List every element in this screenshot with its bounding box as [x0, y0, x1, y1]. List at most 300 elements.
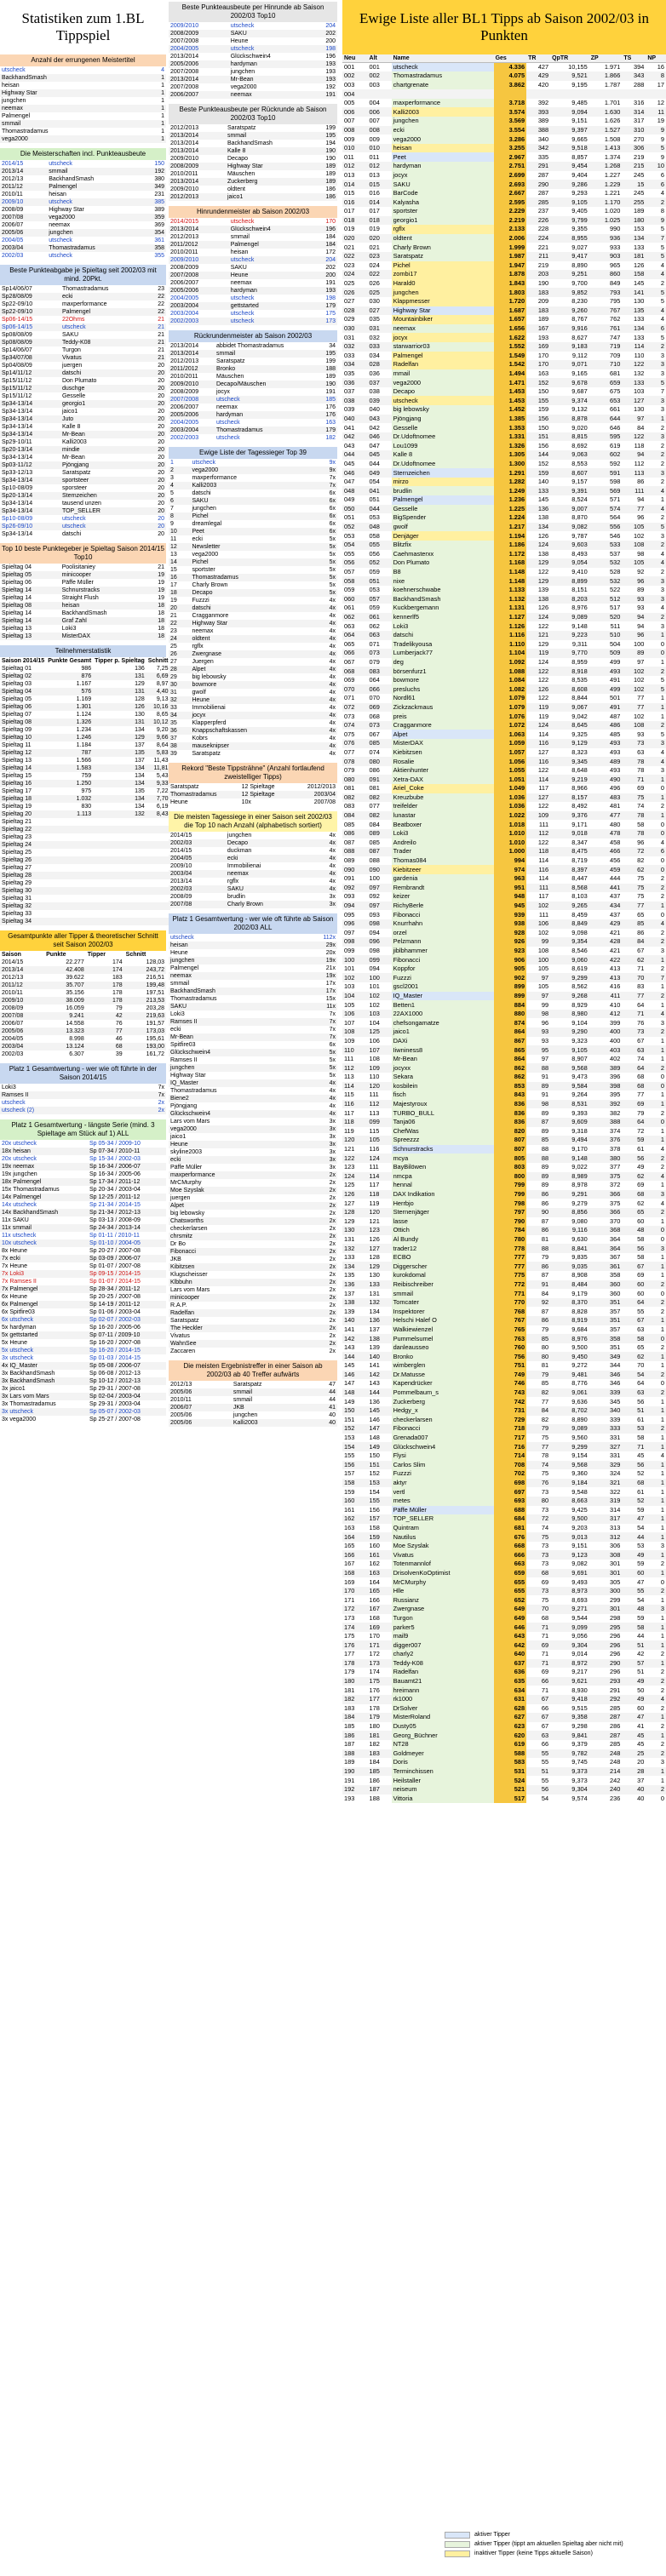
rueckrunde-row-cell: 189 [313, 178, 337, 186]
teilnehmer-row [0, 864, 170, 872]
ewige-liste-cell: 60 [637, 1216, 645, 1225]
ewige-liste-cell: 598 [610, 478, 621, 486]
ewige-liste-cell: 45 [637, 1740, 645, 1749]
ewige-liste-cell: 420 [537, 80, 549, 89]
teilnehmer-row-cell [146, 833, 170, 841]
platz1-row-cell: 4x [329, 1088, 336, 1094]
platz1-row [169, 1087, 337, 1095]
ewige-liste-cell: 141 [344, 1325, 355, 1333]
teilnehmer-row [0, 772, 170, 780]
teilnehmer-row-cell: 1.301 [46, 703, 93, 711]
ewige-liste-cell: 043 [368, 415, 392, 424]
meiste-row-cell: 2004/05 [169, 855, 226, 862]
ewige-liste-cell: 097 [344, 928, 355, 936]
ewige-liste-cell: 024 [342, 270, 368, 279]
ewige-liste-cell: 8,546 [571, 946, 588, 954]
ewige-liste-cell: 1.374 [604, 152, 621, 161]
platz1-row-cell: 2x [329, 1211, 336, 1216]
teilnehmer-row-cell: 9,13 [156, 696, 169, 702]
meisterschaft-row [0, 252, 166, 260]
ewige-liste-cell: 9,584 [550, 1082, 589, 1091]
ewige-liste-cell: 008 [368, 126, 392, 135]
ewige-liste-cell: 2 [646, 1208, 666, 1217]
ewige-liste-cell: 68 [622, 1190, 646, 1199]
teilnehmer-row-cell: 1.583 [46, 764, 93, 772]
ergebnis-row [169, 1404, 337, 1411]
teilnehmer-row-cell: 1.566 [76, 758, 92, 764]
meiste-row-cell: 2007/08 [169, 901, 226, 908]
top10-row-cell: 21 [158, 564, 164, 570]
tagessieger-row-cell: 34 [169, 712, 190, 719]
serie-row [0, 1377, 166, 1385]
tagessieger-row-cell: sportster [192, 567, 215, 573]
ewige-liste-cell: neiseum [392, 1785, 494, 1795]
meister-row [0, 74, 166, 82]
ewige-liste-cell: 19 [657, 117, 664, 125]
ewige-liste-cell: 1.020 [604, 207, 621, 215]
ewige-liste-cell: 143 [369, 1379, 380, 1388]
ewige-liste-cell: 098 [342, 937, 368, 947]
ewige-liste-cell: 86 [526, 1190, 550, 1199]
ewige-liste-cell: 1 [660, 495, 664, 504]
ewige-liste-cell: 3 [660, 531, 664, 540]
ewige-liste-cell: 1.072 [494, 721, 527, 730]
ewige-liste-cell: 646 [494, 1623, 527, 1632]
ewige-liste-cell: 255 [622, 197, 646, 207]
ewige-liste-cell: 342 [526, 144, 550, 153]
ewige-liste-cell: 71 [622, 775, 646, 784]
tagessieger-row-cell: 25 [170, 644, 177, 650]
teilnehmer-row-cell: 787 [46, 749, 93, 757]
beste-row-cell: Sp34-13/14 [0, 400, 60, 408]
teilnehmer-row-cell [93, 833, 146, 841]
gesamt-row [0, 989, 166, 997]
ewige-liste-cell: 933 [610, 243, 621, 251]
ewige-liste-cell: 1 [660, 657, 664, 666]
ewige-liste-cell: 8,397 [550, 865, 589, 874]
platz1-row [169, 1156, 337, 1164]
teilnehmer-row-cell [46, 818, 93, 826]
platz1-row-cell: 2x [329, 1287, 336, 1293]
teilnehmer-row-cell [146, 902, 170, 910]
platz1-row-cell: Zaccaren [170, 1348, 196, 1354]
ewige-liste-cell: 286 [610, 1722, 621, 1731]
rueckrunde-row [169, 163, 337, 170]
platz1-row-cell: utscheck [170, 935, 194, 941]
platz1-row-cell: Ramses II [170, 1057, 198, 1063]
serie-row [0, 1316, 166, 1324]
ewige-liste-cell: 102 [342, 973, 368, 982]
tagessieger-row-cell: Fuzzzi [192, 598, 210, 604]
beste-row-cell: Kalli2003 [61, 439, 87, 445]
ewige-liste-cell: 009 [344, 135, 355, 143]
beste-row-cell: 20 [148, 431, 166, 438]
ewige-liste-cell: 522 [610, 586, 621, 594]
ewige-liste-cell: 316 [634, 99, 645, 107]
gesamt-row [0, 1020, 166, 1028]
hinmeister-row-cell: utscheck [230, 295, 255, 301]
gesamt-row-cell: 6.307 [69, 1051, 84, 1057]
ewige-liste-row [342, 279, 666, 289]
ewige-liste-cell: Dr.Matusse [392, 1371, 494, 1380]
ewige-liste-cell: 1 [660, 1469, 664, 1478]
platz1-row-cell: Biene2 [169, 1095, 296, 1102]
ewige-liste-cell: 190 [537, 279, 549, 288]
ewige-liste-cell: 533 [589, 541, 623, 550]
ewige-liste-cell: 085 [344, 820, 355, 828]
ewige-liste-cell: 074 [369, 747, 380, 756]
ewige-liste-cell: 4.336 [494, 63, 527, 72]
meiste-row-cell: neemax [226, 870, 315, 878]
ewige-liste-cell: 0 [660, 1379, 664, 1388]
platz1-row [169, 1056, 337, 1064]
ewige-liste-cell: 3.862 [494, 81, 527, 90]
ewige-liste-row [342, 1542, 666, 1551]
rekord-row-cell: 12 Spieltage [241, 784, 275, 790]
ewige-liste-cell: 25 [622, 1749, 646, 1759]
hinmeister-row [169, 264, 337, 272]
meiste-row-cell: duckman [227, 848, 252, 854]
hinrunde-row [169, 91, 337, 99]
ewige-liste-cell: 643 [494, 1632, 527, 1641]
tagessieger-row-cell: 4x [316, 635, 337, 643]
ewige-liste-cell: 1.549 [494, 352, 527, 361]
ewige-liste-cell: 119 [369, 1199, 380, 1207]
ewige-liste-cell: 403 [589, 1045, 623, 1055]
ewige-liste-cell: 8,230 [571, 297, 588, 306]
ewige-liste-cell: 4 [646, 270, 666, 279]
tagessieger-row-cell: 4x [316, 681, 337, 689]
top10-row-cell: Spieltag 04 [2, 564, 32, 570]
ewige-liste-cell: 142 [342, 1334, 368, 1343]
ewige-liste-cell: 119 [538, 712, 549, 720]
gesamt-row-cell: 213,53 [124, 997, 166, 1005]
ewige-liste-cell: 106 [526, 919, 550, 929]
beste-row-cell: sporsteer [61, 485, 88, 491]
ewige-liste-cell: 044 [369, 459, 380, 467]
ewige-liste-cell: 490 [589, 775, 623, 784]
ewige-liste-cell: 051 [368, 576, 392, 586]
beste-row-cell: Sp20-13/14 [0, 446, 60, 454]
ewige-liste-cell: 67 [637, 1036, 645, 1045]
platz1-row [169, 1125, 337, 1133]
teilnehmer-row-cell: Spieltag 23 [2, 834, 32, 840]
ewige-liste-cell: 9 [660, 152, 664, 161]
ewige-liste-cell: 9 [646, 126, 666, 135]
ewige-liste-cell: BarCode [392, 189, 494, 198]
ewige-liste-row [342, 288, 666, 297]
ewige-liste-cell: 1 [646, 1406, 666, 1416]
ewige-liste-cell: 1.657 [494, 315, 527, 324]
rueckrunde-row-cell: Kalle 8 [226, 147, 313, 155]
platz1-row [169, 1279, 337, 1286]
ewige-liste-cell: 4 [646, 1172, 666, 1182]
ewige-liste-cell: 55 [541, 1776, 549, 1784]
beste-row-cell: 20 [148, 415, 166, 423]
ewige-liste-cell: 75 [526, 1532, 550, 1542]
beste-row [0, 408, 166, 415]
ewige-liste-cell: 026 [369, 279, 380, 288]
ewige-liste-row [342, 63, 666, 72]
ewige-liste-cell: MisterDAX [392, 739, 494, 748]
ewige-liste-row [342, 712, 666, 721]
serie-row [0, 1354, 166, 1362]
ewige-liste-cell: BayBilöwen [392, 1163, 494, 1172]
teilnehmer-row-cell: 131 [93, 688, 146, 696]
top10-row-cell: Straight Flush [61, 595, 99, 601]
teilnehmer-row-cell: 1.113 [46, 810, 93, 818]
ewige-liste-cell: 1.132 [494, 595, 527, 604]
hinmeister-row-cell: 2007/2008 [169, 272, 229, 279]
ewige-liste-cell: 123 [344, 1163, 355, 1171]
ewige-liste-cell: 0 [660, 1794, 664, 1802]
ewige-liste-cell: 127 [344, 1199, 355, 1207]
ewige-liste-cell: 5 [660, 333, 664, 341]
ewige-liste-cell: 80 [526, 1497, 550, 1506]
meister-row-cell: 1 [161, 98, 164, 104]
platz1-row [169, 1233, 337, 1240]
ewige-liste-cell: 039 [368, 396, 392, 405]
ewige-liste-cell: charly2 [392, 1650, 494, 1659]
ewige-liste-cell: 130 [634, 405, 645, 414]
beste-row-cell: Sp34-13/14 [2, 531, 33, 537]
tagessieger-row-cell: SAKU [190, 497, 316, 505]
tagessieger-row-cell: 4x [316, 666, 337, 673]
ewige-liste-cell: 102 [368, 992, 392, 1001]
beste-row [0, 354, 166, 362]
ewige-liste-cell: 97 [637, 657, 645, 666]
ewige-liste-cell: 8,828 [571, 1307, 588, 1315]
ewige-liste-cell: 82 [526, 1388, 550, 1398]
ewige-liste-cell: 1 [646, 1442, 666, 1451]
serie-row [0, 1155, 166, 1163]
ewige-liste-cell: 9,379 [571, 1740, 588, 1749]
ewige-liste-cell: 511 [610, 621, 621, 630]
teilnehmer-row [0, 856, 170, 864]
hinmeister-row-cell: 196 [312, 226, 337, 233]
gesamt-row-cell: 219,63 [124, 1012, 166, 1020]
serie-row-cell: Sp 24-34 / 2013-14 [88, 1224, 166, 1232]
ewige-liste-cell: 1 [646, 1532, 666, 1542]
ewige-liste-cell: 0 [660, 910, 664, 919]
rueckrunde-title: Beste Punkteausbeute per Rückrunde ab Saison 2002/03 Top10 [169, 104, 337, 124]
top10-row-cell: 18 [158, 610, 164, 616]
legend-item [342, 2549, 666, 2558]
top10-row-cell: Poolisitaniey [61, 564, 95, 570]
serie-row-cell: Sp 20-25 / 2007-08 [89, 1294, 141, 1300]
ewige-liste-cell [646, 89, 666, 99]
ewige-liste-row [342, 1298, 666, 1308]
ewige-liste-cell: Saratspatz [392, 252, 494, 261]
ewige-liste-cell: 493 [610, 747, 621, 756]
ewige-liste-row [342, 432, 666, 442]
ewige-liste-cell: 398 [589, 1082, 623, 1091]
beste-row-cell: Palmengel [60, 308, 148, 316]
ewige-liste-cell: 166 [369, 1595, 380, 1604]
top10-row-cell: 19 [158, 580, 164, 586]
ewige-liste-cell: Zickzackmaus [392, 703, 494, 713]
teilnehmer-row-cell [146, 887, 170, 895]
platz-row [0, 1091, 166, 1099]
ewige-liste-cell: 54 [637, 1595, 645, 1604]
ewige-liste-row [342, 811, 666, 821]
tagessieger-row-cell: Saratspatz [192, 751, 221, 757]
ewige-liste-cell: 663 [494, 1560, 527, 1569]
ewige-liste-cell: 098 [368, 919, 392, 929]
gesamt-row [0, 1050, 166, 1058]
ewige-liste-cell: 489 [589, 757, 623, 766]
ewige-liste-cell: 176 [342, 1640, 368, 1650]
tagessieger-row [169, 604, 337, 612]
platz1-row-cell: Ramses II [169, 1018, 296, 1026]
ewige-liste-cell: 095 [344, 910, 355, 919]
ewige-liste-cell: 117 [344, 1108, 354, 1117]
ewige-liste-cell: 340 [537, 135, 549, 143]
ewige-liste-cell: 9,665 [571, 135, 588, 143]
tagessieger-row-cell: Cragganmore [192, 613, 229, 619]
ewige-liste-cell: 85 [526, 1136, 550, 1145]
ewige-liste-cell: 5 [646, 288, 666, 297]
platz1-row-cell: Päffe Müller [170, 1165, 203, 1171]
tagessieger-row-cell: vega2000 [190, 467, 316, 474]
ewige-liste-cell: 9,219 [550, 775, 589, 784]
serie-row [0, 1278, 166, 1285]
meister-title: Anzahl der errungenen Meistertitel [0, 54, 166, 66]
ewige-liste-row [342, 568, 666, 577]
serie-row-cell: Sp 07-34 / 2010-11 [88, 1148, 166, 1155]
meisterschaft-row-cell: 2010/11 [2, 192, 23, 197]
ewige-liste-cell: Hedgy_x [392, 1406, 494, 1416]
hin-meister-table [169, 218, 337, 325]
ewige-liste-cell: 8,492 [571, 802, 588, 810]
ewige-liste-cell: 093 [344, 892, 355, 901]
ewige-liste-cell: 716 [494, 1442, 527, 1451]
ewige-liste-cell: 136 [369, 1397, 380, 1405]
ewige-liste-row [342, 1379, 666, 1388]
serie-row-cell: 11x SAKU [2, 1217, 29, 1223]
teilnehmer-row-cell: 975 [81, 788, 92, 794]
ewige-liste-cell: 035 [344, 369, 355, 377]
column-header: Ges [494, 54, 527, 63]
platz1-row [169, 942, 337, 949]
tagessieger-row-cell: 4x [329, 751, 336, 757]
ewige-liste-cell: 331 [610, 1451, 621, 1460]
ewige-liste-row [342, 378, 666, 387]
teilnehmer-row [0, 764, 170, 772]
ewige-liste-cell: 335 [537, 152, 549, 161]
top10-row-cell: Loki3 [61, 626, 77, 632]
ewige-liste-cell: 2 [646, 937, 666, 947]
top10-row-cell: BackhandSmash [61, 610, 107, 616]
ewige-liste-cell: 9,251 [550, 270, 589, 279]
hinmeister-row-cell: 2014/2015 [170, 219, 199, 225]
beste-row [0, 515, 166, 523]
gesamt-row-cell: 35.707 [44, 982, 86, 989]
ewige-liste-cell: 163 [537, 369, 549, 377]
ewige-liste-row [342, 1560, 666, 1569]
serie-row-cell: 6x utscheck [0, 1316, 88, 1324]
ewige-liste-cell: 546 [610, 531, 621, 540]
ewige-liste-cell: 068 [342, 667, 368, 676]
tagessieger-row-cell: 18 [169, 589, 190, 597]
beste-row-cell: Sp34-13/14 [0, 415, 60, 423]
ewige-liste-cell: Trader [392, 847, 494, 856]
ewige-liste-cell: 79 [541, 1253, 549, 1262]
ewige-liste-cell: 306 [610, 1542, 621, 1550]
ewige-liste-cell: 033 [368, 342, 392, 352]
platz1-row [169, 1248, 337, 1256]
ewige-liste-cell: 155 [526, 396, 550, 405]
ewige-liste-cell: 96 [622, 631, 646, 640]
ewige-liste-row [342, 1262, 666, 1271]
meisterschaft-row-cell: jungchen [47, 229, 141, 237]
meisterschaft-row-cell: 2003/04 [0, 244, 47, 252]
ewige-liste-cell: 2 [646, 1298, 666, 1308]
teilnehmer-row-cell: Spieltag 27 [2, 865, 32, 871]
top10-table [0, 564, 166, 640]
platz1-row [169, 1302, 337, 1309]
ewige-liste-cell: Mountainbiker [392, 315, 494, 324]
ewige-liste-cell: Tanja06 [392, 1118, 494, 1127]
meiste-row-cell: 4x [329, 863, 336, 869]
ewige-liste-cell: 3 [660, 946, 664, 954]
ewige-liste-cell: 380 [589, 1153, 623, 1163]
ewige-liste-cell: 128 [369, 1253, 380, 1262]
ewige-liste-cell: 105 [344, 1000, 355, 1009]
ewige-liste-cell: Vittoria [392, 1795, 494, 1804]
ewige-liste-cell: 1.225 [494, 505, 527, 514]
ewige-liste-cell: 938 [494, 919, 527, 929]
ewige-liste-cell: 136 [526, 505, 550, 514]
ewige-liste-row [342, 1695, 666, 1704]
ewige-liste-cell: 2 [646, 1280, 666, 1290]
hinrunde-row-cell: 2007/2008 [170, 69, 199, 75]
ewige-liste-cell: 183 [526, 306, 550, 316]
ewige-liste-cell: 746 [494, 1379, 527, 1388]
ewige-liste-cell: Lou1099 [392, 441, 494, 450]
meisterschaft-row-cell: 2013/14 [0, 168, 47, 175]
platz1-row [169, 1263, 337, 1271]
hinmeister-row-cell: heisan [230, 249, 249, 255]
ewige-liste-cell: 905 [494, 965, 527, 974]
ewige-liste-cell: 287 [537, 170, 549, 179]
hinrunde-row-cell: Glückschwein4 [230, 54, 271, 60]
hinrunde-row-cell: 2005/2006 [169, 60, 229, 68]
ewige-liste-cell: 1.059 [494, 739, 527, 748]
ewige-liste-cell: 310 [622, 126, 646, 135]
teilnehmer-row [0, 696, 170, 703]
rueckrunde-row-cell: 2013/2014 [169, 147, 226, 155]
hinrunde-row-cell: neemax [229, 91, 312, 99]
ewige-liste-cell: 155 [368, 1497, 392, 1506]
ewige-liste-cell: 296 [610, 1668, 621, 1676]
ewige-liste-cell: 108 [369, 1055, 380, 1063]
rekord-row-cell: 2012/2013 [307, 784, 336, 790]
platz1-row-cell: 11x [296, 1003, 337, 1010]
ewige-liste-cell: 317 [634, 117, 645, 125]
ewige-liste-cell: 132 [634, 369, 645, 377]
ewige-liste-cell: 8,531 [550, 1100, 589, 1109]
ewige-liste-cell: 092 [342, 884, 368, 893]
ewige-liste-cell: 659 [494, 1569, 527, 1578]
ewige-liste-cell: 583 [494, 1758, 527, 1767]
tagessieger-row [169, 727, 337, 735]
ewige-liste-cell: 248 [589, 1749, 623, 1759]
serie-row-cell: Sp 16-20 / 2014-15 [88, 1347, 166, 1354]
ewige-liste-cell: 079 [369, 657, 380, 666]
ewige-liste-cell: 063 [344, 621, 355, 630]
ewige-liste-cell: 124 [342, 1172, 368, 1182]
